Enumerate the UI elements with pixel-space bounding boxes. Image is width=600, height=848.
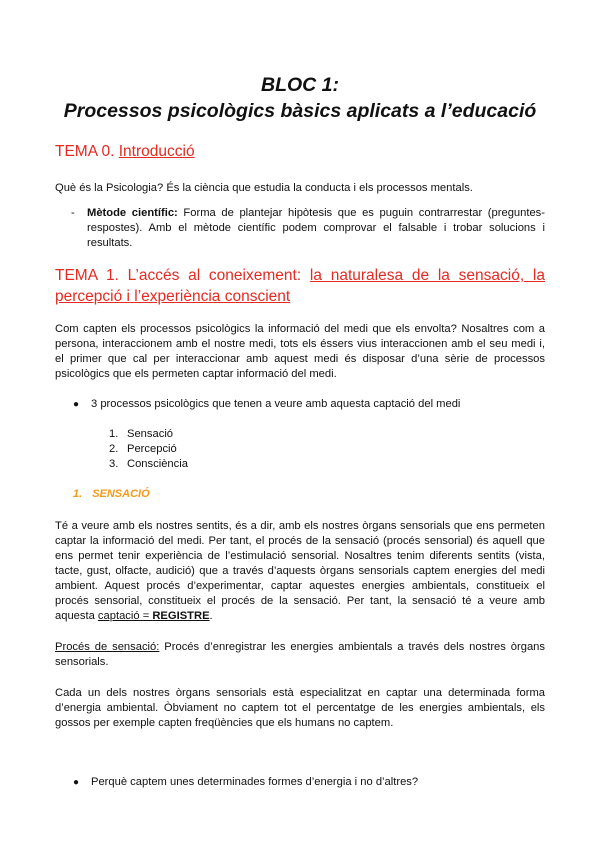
bloc-title: BLOC 1: — [261, 74, 339, 96]
registre-term: REGISTRE — [152, 610, 210, 622]
list-item — [109, 427, 545, 442]
document-content — [55, 72, 545, 790]
list-number: 1. — [109, 428, 119, 440]
tema1-link[interactable]: la naturalesa de la sensació, la percepció i l’experiència conscient — [55, 267, 545, 305]
tema1-heading — [55, 265, 545, 307]
bullet-item-2 — [55, 775, 545, 790]
list-number: 2. — [109, 443, 119, 455]
paragraph-1: Com capten els processos psicològics la informació del medi que els envolta? Nosaltres com a persona, interaccionem amb el nostre medi, tots els éssers vius interaccionen amb el seu medi i, el primer que cal per interaccionar amb aquest medi és disposar d’una sèrie de processos psicològics que els permeten captar informació del medi. — [55, 323, 545, 380]
proces-definition — [55, 640, 545, 670]
captacio-link: captació = — [97, 610, 153, 622]
tema0-heading — [55, 142, 545, 162]
bullet-icon: ● — [73, 777, 80, 788]
metode-definition: Forma de plantejar hipòtesis que es puguin contrarrestar (preguntes-respostes). Amb el mètode científic podem comprovar el falsable i trobar solucions i resultats. — [87, 207, 546, 249]
section-sensacio-heading — [55, 487, 545, 502]
list-item — [109, 442, 545, 457]
bloc-subtitle: Processos psicològics bàsics aplicats a l’educació — [63, 100, 537, 122]
list-label: Sensació — [127, 428, 174, 440]
intro-question: Què és la Psicologia? És la ciència que estudia la conducta i els processos mentals. — [55, 182, 473, 194]
paragraph-2 — [55, 519, 545, 624]
metode-text — [87, 206, 545, 251]
list-label: Percepció — [127, 443, 177, 455]
list-item — [109, 457, 545, 472]
proces-term: Procés de sensació: — [55, 641, 160, 653]
paragraph-3: Cada un dels nostres òrgans sensorials està especialitzat en captar una determinada forma d’energia ambiental. Òbviament no captem tot el percentatge de les energies ambientals, els gossos per exemple capten freqüències que els humans no captem. — [55, 687, 545, 729]
paragraph-2-end: . — [209, 610, 213, 622]
bullet-2-text: Perquè captem unes determinades formes d’energia i no d’altres? — [91, 776, 419, 788]
dash-marker: - — [71, 207, 75, 219]
metode-term: Mètode científic: — [87, 207, 178, 219]
bullet-1-text: 3 processos psicològics que tenen a veure amb aquesta captació del medi — [91, 398, 461, 410]
list-label: Consciència — [127, 458, 188, 470]
section-label: SENSACIÓ — [92, 488, 150, 500]
tema0-link[interactable]: Introducció — [118, 143, 195, 160]
tema1-prefix: TEMA 1. L’accés al coneixement: — [55, 267, 310, 284]
tema0-prefix: TEMA 0. — [55, 143, 119, 160]
bullet-item-1 — [55, 397, 545, 412]
metode-list-item — [55, 206, 545, 251]
list-number: 3. — [109, 458, 119, 470]
processes-list — [55, 427, 545, 472]
proces-text: Procés d’enregistrar les energies ambientals a través dels nostres òrgans sensorials. — [55, 641, 545, 668]
section-number: 1. — [73, 488, 83, 500]
paragraph-2-text: Té a veure amb els nostres sentits, és a dir, amb els nostres òrgans sensorials que ens permeten captar la informació del medi. Per tant, el procés de la sensació (procés sensorial) és aquell que ens permet tenir experiència de l’estimulació sensorial. Nosaltres tenim diferents sentits (vista, tacte, gust, olfacte, audició) que a través d’aquests òrgans sensorials captem energies del medi ambient. Aquest procés d’experimentar, captar aquestes energies ambientals, constitueix el procés sensorial, constitueix el procés de la sensació. Per tant, la sensació té a veure amb aquesta — [55, 520, 545, 622]
bullet-icon: ● — [73, 399, 80, 410]
